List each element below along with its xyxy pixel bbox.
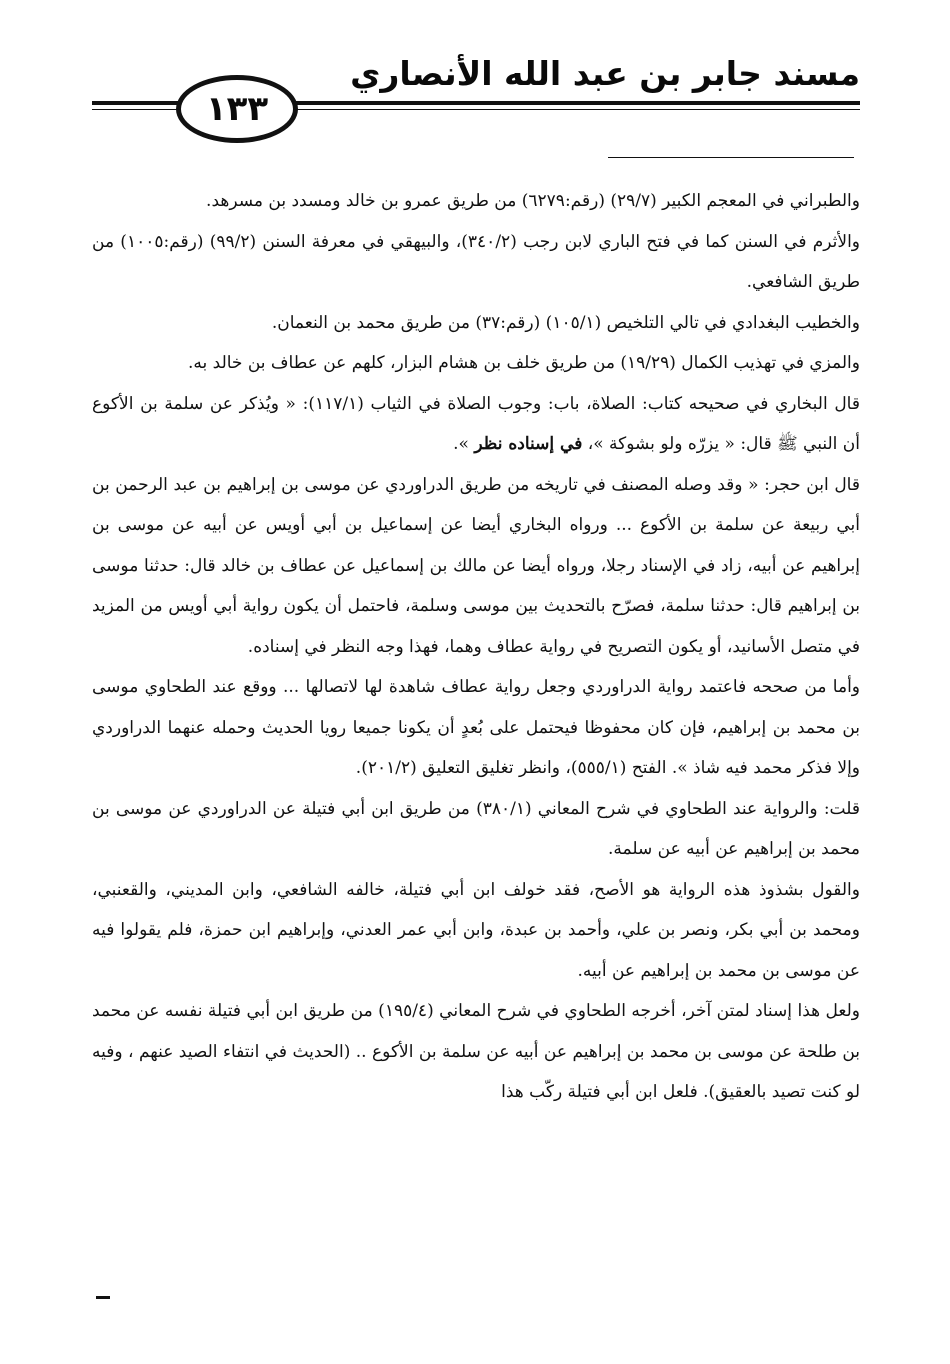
- paragraph: والقول بشذوذ هذه الرواية هو الأصح، فقد خولف ابن أبي فتيلة، خالفه الشافعي، وابن المديني، والقعنبي، ومحمد بن أبي بكر، ونصر بن علي، وأحمد بن عبدة، وابن أبي عمر العدني، وإبراهيم ابن حمزة، فلم يقولوا فيه عن موسى بن محمد بن إبراهيم عن أبيه.: [92, 879, 860, 981]
- paragraph: قلت: والرواية عند الطحاوي في شرح المعاني (٣٨٠/١) من طريق ابن أبي فتيلة عن الدراوردي عن موسى بن محمد بن إبراهيم عن أبيه عن سلمة.: [92, 798, 860, 859]
- running-title: مسند جابر بن عبد الله الأنصاري: [350, 54, 860, 93]
- page-body: [92, 181, 860, 1113]
- paragraph: والأثرم في السنن كما في فتح الباري لابن رجب (٣٤٠/٢)، والبيهقي في معرفة السنن (٩٩/٢) (رقم:١٠٠٥) من طريق الشافعي.: [92, 231, 860, 292]
- paragraph-bukhari: [92, 384, 860, 465]
- page-number-badge: ١٣٣: [176, 75, 298, 143]
- paragraph: ولعل هذا إسناد لمتن آخر، أخرجه الطحاوي في شرح المعاني (١٩٥/٤) من طريق ابن أبي فتيلة نفسه عن محمد بن طلحة عن موسى بن محمد بن إبراهيم عن أبيه عن سلمة بن الأكوع .. (الحديث في انتفاء الصيد عنهم ، وفيه لو كنت تصيد بالعقيق). فلعل ابن أبي فتيلة ركّب هذا: [92, 1001, 861, 1102]
- paragraph: والمزي في تهذيب الكمال (١٩/٢٩) من طريق خلف بن هشام البزار، كلهم عن عطاف بن خالد به.: [188, 353, 860, 373]
- paragraph: قال ابن حجر: « وقد وصله المصنف في تاريخه من طريق الدراوردي عن موسى بن إبراهيم بن عبد الرحمن بن أبي ربيعة عن سلمة بن الأكوع ... ورواه البخاري أيضا عن إسماعيل بن أبي أويس عن أبيه عن موسى بن إبراهيم عن أبيه، زاد في الإسناد رجلا، ورواه أيضا عن مالك بن إسماعيل عن عطاف بن خالد قال: حدثنا موسى بن إبراهيم قال: حدثنا سلمة، فصرّح بالتحديث بين موسى وسلمة، فاحتمل أن يكون رواية أبي أويس من المزيد في متصل الأسانيد، أو يكون التصريح في رواية عطاف وهما، فهذا وجه النظر في إسناده.: [92, 474, 860, 657]
- bottom-dash-mark: [96, 1296, 110, 1299]
- paragraph: والخطيب البغدادي في تالي التلخيص (١٠٥/١) (رقم:٣٧) من طريق محمد بن النعمان.: [271, 312, 860, 333]
- paragraph: والطبراني في المعجم الكبير (٢٩/٧) (رقم:٦٢٧٩) من طريق عمرو بن خالد ومسدد بن مسرهد.: [206, 191, 860, 211]
- paragraph: وأما من صححه فاعتمد رواية الدراوردي وجعل رواية عطاف شاهدة لها لاتصالها ... ووقع عند الطحاوي موسى بن محمد بن إبراهيم، فإن كان محفوظا فيحتمل على بُعدٍ أن يكونا جميعا رويا الحديث وحمله عنهما الدراوردي وإلا فذكر محمد فيه شاذ ». الفتح (٥٥٥/١)، وانظر تغليق التعليق (٢٠١/٢).: [92, 677, 860, 778]
- page-header: [92, 40, 860, 140]
- footnote-separator: [608, 157, 854, 158]
- paragraph-text: قال البخاري في صحيحه كتاب: الصلاة، باب: وجوب الصلاة في الثياب (١١٧/١): « ويُذكر عن سلمة بن الأكوع أن النبي ﷺ قال: « يزرّه ولو بشوكة »،: [92, 393, 860, 454]
- paragraph-tail: ».: [453, 434, 475, 454]
- bold-phrase: في إسناده نظر: [474, 434, 583, 454]
